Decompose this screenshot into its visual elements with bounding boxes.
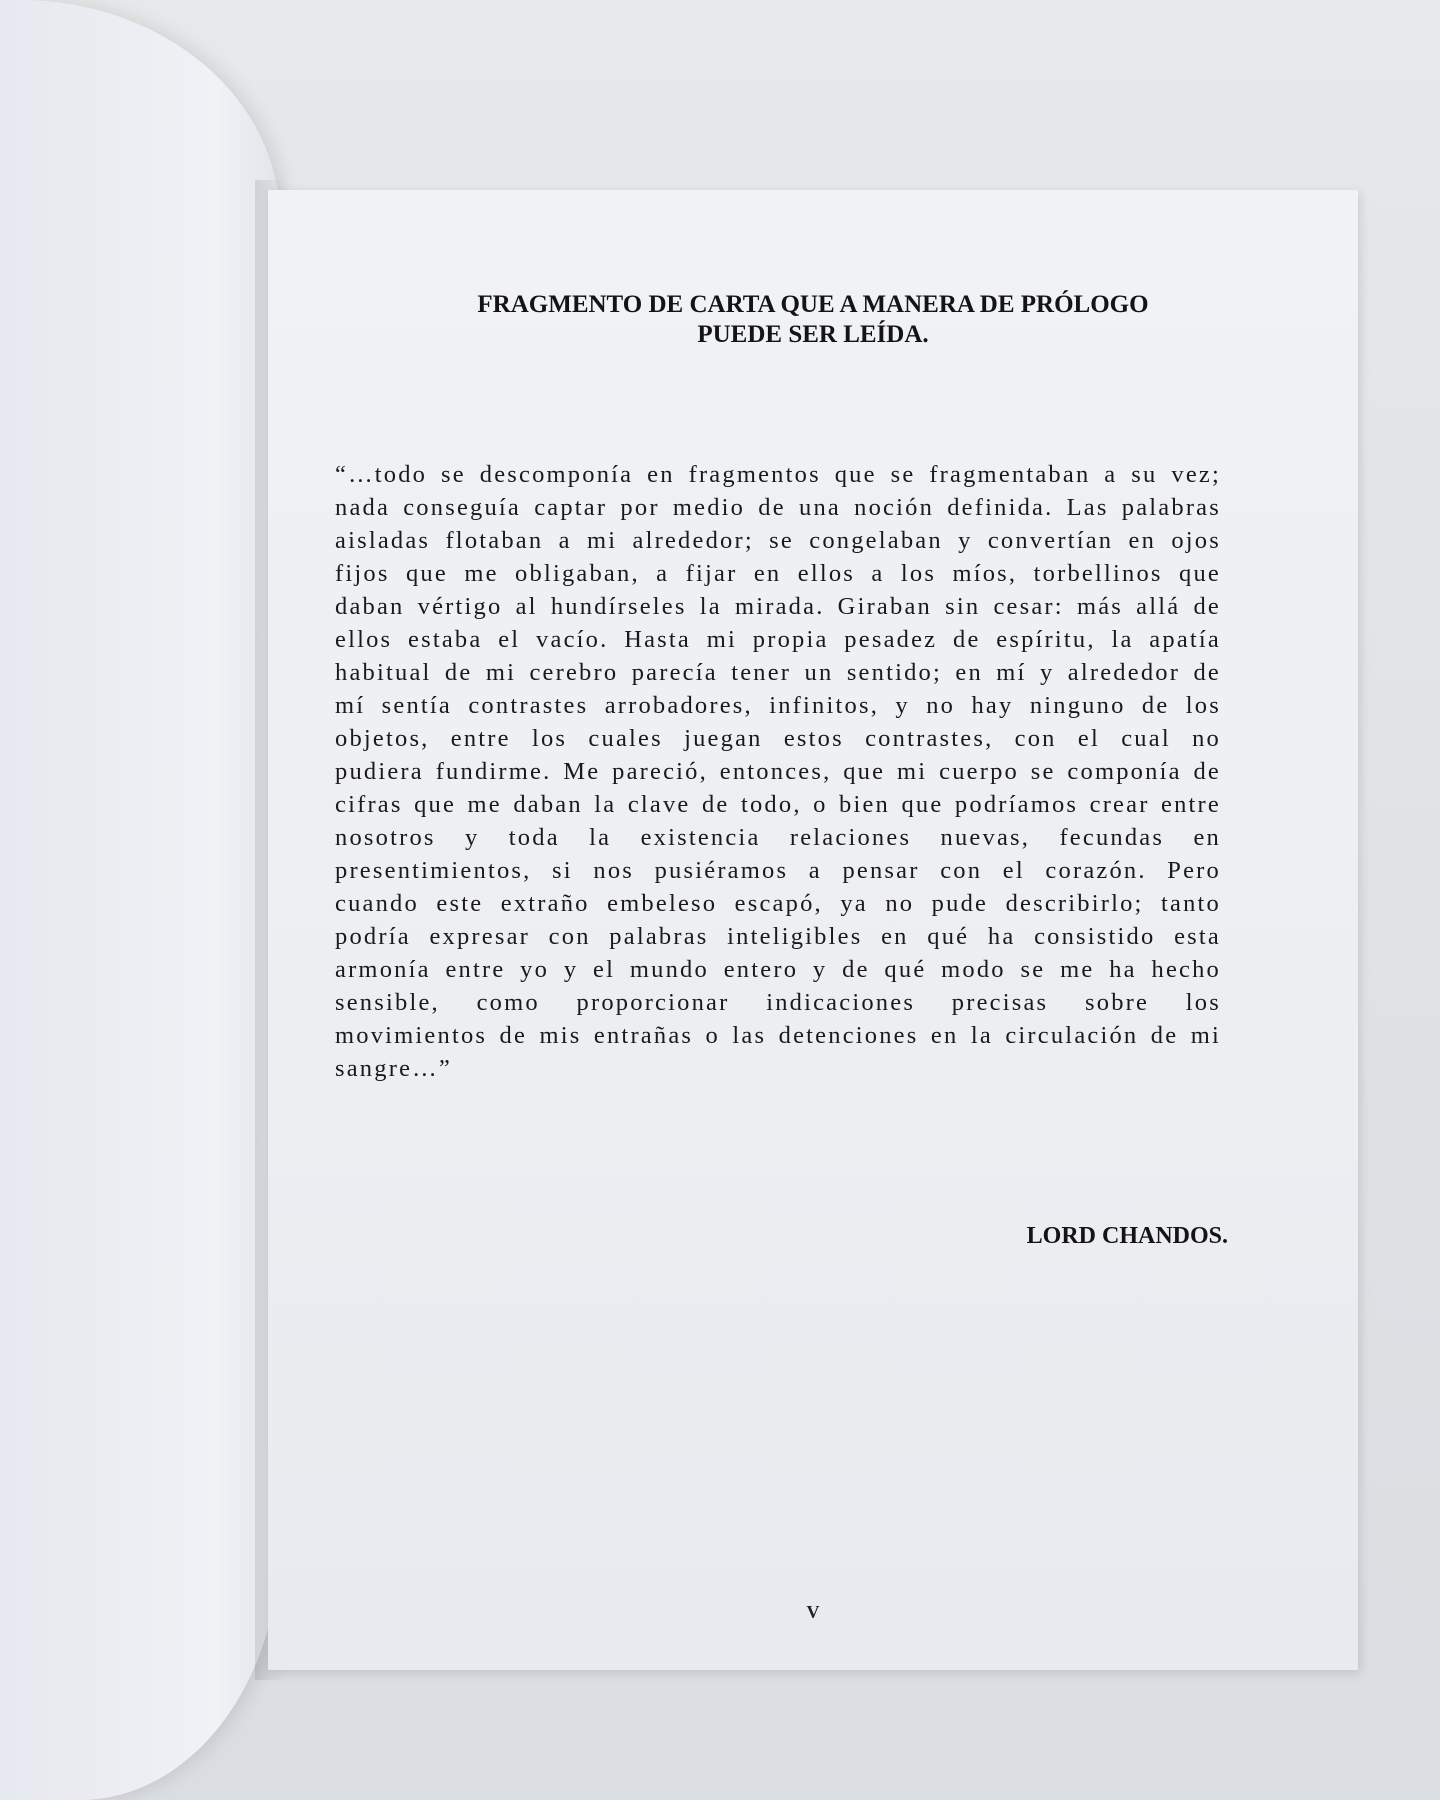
page-title bbox=[268, 290, 1358, 350]
title-line-2: PUEDE SER LEÍDA. bbox=[697, 321, 929, 348]
book-page bbox=[268, 190, 1358, 1670]
left-page-curl bbox=[0, 0, 280, 1800]
title-line-1: FRAGMENTO DE CARTA QUE A MANERA DE PRÓLOGO bbox=[477, 291, 1149, 318]
page-number: V bbox=[806, 1602, 820, 1622]
signature: LORD CHANDOS. bbox=[1026, 1223, 1228, 1249]
letter-body-text: “…todo se descomponía en fragmentos que se fragmentaban a su vez; nada conseguía captar por medio de una noción definida. Las palabras aisladas flotaban a mi alrededor; se congelaban y convertían en ojos fijos que me obligaban, a fijar en ellos a los míos, torbellinos que daban vértigo al hundírseles la mirada. Giraban sin cesar: más allá de ellos estaba el vacío. Hasta mi propia pesadez de espíritu, la apatía habitual de mi cerebro parecía tener un sentido; en mí y alrededor de mí sentía contrastes arrobadores, infinitos, y no hay ninguno de los objetos, entre los cuales juegan estos contrastes, con el cual no pudiera fundirme. Me pareció, entonces, que mi cuerpo se componía de cifras que me daban la clave de todo, o bien que podríamos crear entre nosotros y toda la existencia relaciones nuevas, fecundas en presentimientos, si nos pusiéramos a pensar con el corazón. Pero cuando este extraño embeleso escapó, ya no pude describirlo; tanto podría expresar con palabras inteligibles en qué ha consistido esta armonía entre yo y el mundo entero y de qué modo se me ha hecho sensible, como proporcionar indicaciones precisas sobre los movimientos de mis entrañas o las detenciones en la circulación de mi sangre…” bbox=[335, 461, 1221, 1082]
